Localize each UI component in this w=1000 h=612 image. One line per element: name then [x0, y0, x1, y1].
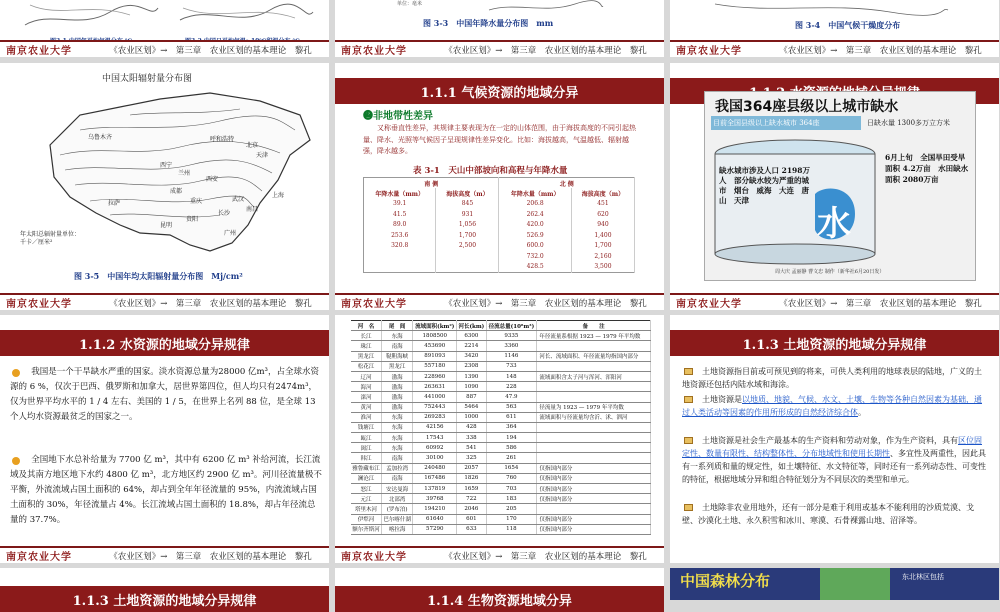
poster-sub2: 日缺水量 1300多万立方米 [867, 119, 951, 127]
caption-fig-3-3: 图 3-3 中国年降水量分布图 mm [423, 18, 554, 28]
col-header: 尾 闾 [382, 321, 413, 331]
university-logo: 南京农业大学 [676, 299, 742, 310]
cell: 韩江 [351, 453, 382, 463]
university-logo: 南京农业大学 [341, 46, 407, 57]
poster-credit: 周大庆 孟丽静 曹文忠 制作（新华社6月20日发） [775, 269, 885, 275]
city-wuhan: 武汉 [232, 196, 245, 203]
cell: 东海 [382, 443, 413, 453]
table-row [364, 220, 635, 231]
slide-biological-resources [335, 568, 664, 609]
map-precipitation-fragment [485, 0, 605, 16]
city-tianjin: 天津 [256, 152, 269, 159]
cell: 253.6 [364, 230, 436, 241]
paragraph-2: 全国地下水总补给量为 7700 亿 m³，其中有 6200 亿 m³ 补给河流，长江流域及其南方地区地下水约 4800 亿 m³，北方地区约 2900 亿 m³。河川径流量极不平衡，外流流域占国土面积的 64%，却占到全年年径流量的 95%，内流流域占国土面积的 30%，年径流量占 4%。长江流域占国土面积的 18.8%，却占年径流总量的 37.7%。 [10, 455, 322, 525]
cell: 428 [457, 422, 486, 432]
cell: 620 [571, 209, 634, 220]
cell: 孟加拉湾 [382, 463, 413, 473]
cell: 渤海 [382, 371, 413, 381]
cell [537, 361, 651, 371]
cell: 渤海 [382, 382, 413, 392]
cell: 黑龙江 [351, 351, 382, 361]
book-icon [684, 396, 693, 403]
cell [364, 262, 436, 273]
cell: 流域面积与径流量均含沂、沭、泗河 [537, 412, 651, 422]
slide-river-table [335, 315, 664, 563]
slide-precipitation-map [335, 0, 664, 57]
cell: 228960 [413, 371, 457, 381]
cell: 1654 [486, 463, 537, 473]
slide-title: 1.1.2 水资源的地域分异规律 [0, 330, 329, 356]
slide-climate-vertical [335, 63, 664, 310]
cell: 6300 [457, 331, 486, 341]
table-row [351, 341, 651, 351]
poster-sub1: 目前全国县级以上缺水城市 364座 [711, 116, 861, 130]
highlight-properties: 区位固定性、数量有限性、结构整体性、分布地域性和使用长期性 [682, 436, 982, 458]
cell: 263631 [413, 382, 457, 392]
cell: 1826 [457, 473, 486, 483]
city-lanzhou: 兰州 [178, 170, 191, 177]
land-paragraph-2 [682, 393, 988, 419]
cell: 61640 [413, 514, 457, 524]
cell: 1808500 [413, 331, 457, 341]
table-row [351, 412, 651, 422]
poster-left-text: 缺水城市涉及人口 2198万人 部分缺水较为严重的城市 烟台 威海 大连 唐山 天津 [719, 166, 810, 205]
slide-land-resources-text [670, 315, 999, 563]
slide-footer [335, 293, 664, 310]
cell: 瓯江 [351, 433, 382, 443]
cell: 南海 [382, 341, 413, 351]
city-urumqi: 乌鲁木齐 [88, 134, 113, 141]
slide-solar-radiation-map [0, 63, 329, 310]
cell: 891093 [413, 351, 457, 361]
cell: 261 [486, 453, 537, 463]
table-row [364, 241, 635, 252]
cell [537, 443, 651, 453]
cell [537, 392, 651, 402]
cell: 194210 [413, 504, 457, 514]
university-logo: 南京农业大学 [676, 46, 742, 57]
cell: 931 [436, 209, 499, 220]
cell: 2057 [457, 463, 486, 473]
footer-nav: 《农业区划》→ 第三章 农业区划的基本理论 黎孔 [109, 298, 312, 309]
cell: 3360 [486, 341, 537, 351]
table-row [351, 433, 651, 443]
cell: 47.9 [486, 392, 537, 402]
cell: 1390 [457, 371, 486, 381]
cell [537, 382, 651, 392]
cell [537, 433, 651, 443]
slide-footer [670, 293, 999, 310]
cell: 17543 [413, 433, 457, 443]
slide-title: 1.1.1 气候资源的地域分异 [335, 78, 664, 104]
col-header: 海拔高度（m） [571, 188, 634, 199]
slide-title: 1.1.4 生物资源地域分异 [335, 586, 664, 612]
cell: 420.0 [499, 220, 571, 231]
city-changsha: 长沙 [218, 210, 231, 217]
cell: 东海 [382, 422, 413, 432]
city-guiyang: 贵阳 [186, 216, 199, 223]
slide-forest-distribution [670, 568, 999, 600]
highlight-definition: 以地质、地貌、气候、水文、土壤、生物等各种自然因素为基础，通过人类活动等因素的作用所形成的自然经济综合体 [682, 395, 982, 417]
cell: 年径流量系根据 1923 — 1979 年平均数 [537, 331, 651, 341]
cell: 39.1 [364, 199, 436, 210]
cell: 海河 [351, 382, 382, 392]
map-temperature-fragment [20, 0, 160, 32]
cell: 206.8 [499, 199, 571, 210]
cell: 1659 [457, 484, 486, 494]
footer-nav: 《农业区划》→ 第三章 农业区划的基本理论 黎孔 [779, 45, 982, 56]
cell: 526.9 [499, 230, 571, 241]
cell: 东海 [382, 412, 413, 422]
forest-map-area [820, 568, 890, 600]
cell: 2046 [457, 504, 486, 514]
table-row [364, 209, 635, 220]
cell: 338 [457, 433, 486, 443]
slide-footer [335, 546, 664, 563]
cell: 453690 [413, 341, 457, 351]
cell: 39768 [413, 494, 457, 504]
cell [537, 453, 651, 463]
table-row [351, 504, 651, 514]
slide-aridity-map [670, 0, 999, 57]
table-row [351, 422, 651, 432]
table-title: 表 3-1 天山中部坡向和高程与年降水量 [413, 166, 568, 176]
cell: 320.8 [364, 241, 436, 252]
table-row [351, 514, 651, 524]
cell: 269283 [413, 412, 457, 422]
cell: 径流量为 1923 — 1979 年平均数 [537, 402, 651, 412]
cell: 57290 [413, 524, 457, 534]
cell: 塔里木河 [351, 504, 382, 514]
cell: 渤海 [382, 392, 413, 402]
table-row [351, 361, 651, 371]
cell: 伊犁河 [351, 514, 382, 524]
col-header: 年降水量（mm） [499, 188, 571, 199]
city-shanghai: 上海 [272, 192, 285, 199]
bullet-icon [12, 369, 20, 377]
cell: 760 [486, 473, 537, 483]
cell: 194 [486, 433, 537, 443]
university-logo: 南京农业大学 [6, 46, 72, 57]
col-header: 流域面积(km²) [413, 321, 457, 331]
slide-footer [335, 40, 664, 57]
cell: 325 [457, 453, 486, 463]
text-run: 土地资源是社会生产最基本的生产资料和劳动对象，作为生产资料，具有 [702, 436, 958, 445]
cell: 940 [571, 220, 634, 231]
cell: 733 [486, 361, 537, 371]
cell: 611 [486, 412, 537, 422]
city-kunming: 昆明 [160, 222, 173, 229]
col-header: 河 名 [351, 321, 382, 331]
table-row [351, 484, 651, 494]
col-header: 备 注 [537, 321, 651, 331]
cell: 雅鲁藏布江 [351, 463, 382, 473]
cell: 170 [486, 514, 537, 524]
slide-title: 1.1.3 土地资源的地域分异规律 [670, 330, 999, 356]
table-major-rivers [351, 320, 651, 535]
cell [364, 251, 436, 262]
cell: 118 [486, 524, 537, 534]
table-row [351, 402, 651, 412]
cell: 451 [571, 199, 634, 210]
table-row [351, 382, 651, 392]
cell: 3420 [457, 351, 486, 361]
cell: 喀拉海 [382, 524, 413, 534]
text-run: 。 [858, 408, 866, 417]
slide-land-resources-next [0, 568, 329, 609]
unit-label: 单位：毫米 [397, 1, 423, 7]
water-shortage-poster [704, 91, 976, 281]
forest-note: 东北林区包括 [902, 573, 944, 581]
land-paragraph-3 [682, 434, 988, 486]
slide-footer [0, 293, 329, 310]
cell: 1,700 [571, 241, 634, 252]
cell: 流域面积含太子河与浑河、浑阳河 [537, 371, 651, 381]
cell: 1,056 [436, 220, 499, 231]
footer-nav: 《农业区划》→ 第三章 农业区划的基本理论 黎孔 [444, 551, 647, 562]
land-paragraph-4: 土地除非农业用地外，还有一部分是难于利用或基本不能利用的沙质荒漠、戈壁、沙漠化土地、永久积雪和冰川、寒漠、石骨裸露山地、沼泽等。 [682, 503, 974, 525]
cell: 1090 [457, 382, 486, 392]
cell: 黄河 [351, 402, 382, 412]
cell: 262.4 [499, 209, 571, 220]
cell: 北部湾 [382, 494, 413, 504]
cell: 怒江 [351, 484, 382, 494]
cell [436, 262, 499, 273]
cell: 河长、流域面积、年径流量均指国内部分 [537, 351, 651, 361]
university-logo: 南京农业大学 [341, 299, 407, 310]
cell: 澜沧江 [351, 473, 382, 483]
cell: 仅指国内部分 [537, 524, 651, 534]
cell: 732.0 [499, 251, 571, 262]
cell: 167486 [413, 473, 457, 483]
cell: 长江 [351, 331, 382, 341]
col-header: 年降水量（mm） [364, 188, 436, 199]
cell: 41.5 [364, 209, 436, 220]
cell: 2,500 [436, 241, 499, 252]
cell [537, 422, 651, 432]
city-hohhot: 呼和浩特 [210, 136, 235, 143]
city-chongqing: 重庆 [190, 198, 203, 205]
cell [436, 251, 499, 262]
cell: 752443 [413, 402, 457, 412]
table-row [351, 524, 651, 534]
table-row [364, 251, 635, 262]
cell: 240480 [413, 463, 457, 473]
cell: 安达曼海 [382, 484, 413, 494]
poster-right-text: 6月上旬 全国旱田受旱面积 4.2万亩 水田缺水面积 2080万亩 [885, 153, 969, 184]
slide-water-resources-text [0, 315, 329, 563]
col-header: 河长(km) [457, 321, 486, 331]
cell: 60992 [413, 443, 457, 453]
cell: 42156 [413, 422, 457, 432]
cell: 仅指国内部分 [537, 473, 651, 483]
cell [537, 504, 651, 514]
map-legend: 年太阳总辐射量单位： 千卡／厘米² [20, 231, 81, 246]
cell: 722 [457, 494, 486, 504]
city-xian: 西安 [206, 176, 219, 183]
cell: 703 [486, 484, 537, 494]
city-chengdu: 成都 [170, 188, 183, 195]
bullet-icon [12, 457, 20, 465]
cell: 2214 [457, 341, 486, 351]
slide-temperature-maps [0, 0, 329, 57]
cell: 仅指国内部分 [537, 484, 651, 494]
cell: 600.0 [499, 241, 571, 252]
cell: 淮河 [351, 412, 382, 422]
city-beijing: 北京 [246, 142, 259, 149]
paragraph-1: 我国是一个干旱缺水严重的国家。淡水资源总量为28000 亿m³，占全球水资源的 6 %，仅次于巴西、俄罗斯和加拿大，居世界第四位，但人均只有2474m³，仅为世界平均水平的 1 / 4 左右、美国的 1 / 5，在世界上名列 88 位，是全球 13 个人均水资源最贫乏的国家之一。 [10, 367, 319, 422]
cell: 仅指国内部分 [537, 494, 651, 504]
section-text: 又称垂直性差异，其规律主要表现为在一定的山体范围，由于海拔高度的不同引起热量、降水、光照等气候因子呈现规律性差异变化。比如：海拔越高，气温越低、辐射越强，降水越多。 [363, 124, 636, 155]
cell: 松花江 [351, 361, 382, 371]
poster-headline: 我国364座县级以上城市缺水 [715, 99, 899, 115]
text-run: 、多宜性及两重性，因此具有一系列质和量的规定性，如土壤特征、水文特征等，同时还有一系列动态性、可变性的特征，根据地域分异和组合特征划分为不同层次的类型和单元。 [682, 449, 986, 484]
cell: 887 [457, 392, 486, 402]
cell: 2308 [457, 361, 486, 371]
university-logo: 南京农业大学 [6, 552, 72, 563]
cell: 633 [457, 524, 486, 534]
city-guangzhou: 广州 [224, 230, 237, 237]
cell: 2,160 [571, 251, 634, 262]
forest-title: 中国森林分布 [680, 572, 771, 590]
footer-nav: 《农业区划》→ 第三章 农业区划的基本理论 黎孔 [109, 45, 312, 56]
cell: 元江 [351, 494, 382, 504]
cell: 9335 [486, 331, 537, 341]
slide-footer [0, 40, 329, 57]
cell: 闽江 [351, 443, 382, 453]
cell: 珠江 [351, 341, 382, 351]
caption-fig-3-5: 图 3-5 中国年均太阳辐射量分布图 Mj/cm² [74, 271, 243, 281]
footer-nav: 《农业区划》→ 第三章 农业区划的基本理论 黎孔 [109, 551, 312, 562]
city-lhasa: 拉萨 [108, 200, 121, 207]
table-row [351, 331, 651, 341]
university-logo: 南京农业大学 [341, 552, 407, 563]
south-side-header: 南 侧 [364, 178, 499, 189]
cell: 1,400 [571, 230, 634, 241]
cell: 东海 [382, 331, 413, 341]
map-accumulated-temp-fragment [175, 0, 315, 32]
table-row [351, 392, 651, 402]
cell: 89.0 [364, 220, 436, 231]
cell: 仅指国内部分 [537, 514, 651, 524]
cell: 845 [436, 199, 499, 210]
footer-nav: 《农业区划》→ 第三章 农业区划的基本理论 黎孔 [444, 298, 647, 309]
cell: 5464 [457, 402, 486, 412]
cell: 205 [486, 504, 537, 514]
cell: 黑龙江 [382, 361, 413, 371]
cell: 滦河 [351, 392, 382, 402]
cell: 仅指国内部分 [537, 463, 651, 473]
footer-nav: 《农业区划》→ 第三章 农业区划的基本理论 黎孔 [444, 45, 647, 56]
map-aridity-fragment [710, 0, 950, 16]
cell: 557180 [413, 361, 457, 371]
cell: 441000 [413, 392, 457, 402]
cell: 541 [457, 443, 486, 453]
cell: 364 [486, 422, 537, 432]
cell: 东海 [382, 433, 413, 443]
cell: 鞑靼海峡 [382, 351, 413, 361]
cell: (罗布泊) [382, 504, 413, 514]
cell: 南海 [382, 453, 413, 463]
poster-big-char: 水 [817, 204, 851, 244]
cell: 南海 [382, 473, 413, 483]
university-logo: 南京农业大学 [6, 299, 72, 310]
book-icon [684, 437, 693, 444]
cell: 30100 [413, 453, 457, 463]
city-nanchang: 南昌 [246, 206, 259, 213]
table-row [351, 494, 651, 504]
cell: 563 [486, 402, 537, 412]
city-xining: 西宁 [160, 162, 173, 169]
col-header: 径流总量(10⁸m³) [486, 321, 537, 331]
table-row [351, 453, 651, 463]
slide-footer [670, 40, 999, 57]
north-side-header: 北 侧 [499, 178, 635, 189]
text-run: 土地资源是 [702, 395, 742, 404]
caption-fig-3-4: 图 3-4 中国气候干燥度分布 [795, 20, 901, 30]
cell: 1146 [486, 351, 537, 361]
cell: 巴尔喀什湖 [382, 514, 413, 524]
table-row [364, 262, 635, 273]
cell: 228 [486, 382, 537, 392]
book-icon [684, 504, 693, 511]
cell: 1000 [457, 412, 486, 422]
table-row [351, 463, 651, 473]
land-paragraph-1: 土地资源指目前或可预见到的将来，可供人类利用的地球表层的陆地，广义的土地资源还包括内陆水域和海涂。 [682, 367, 982, 389]
table-row [351, 371, 651, 381]
cell [537, 341, 651, 351]
table-row [364, 199, 635, 210]
table-tianshan-precip [363, 177, 635, 273]
map-title: 中国太阳辐射量分布图 [102, 74, 193, 84]
section-subtitle: ❷非地带性差异 [363, 111, 433, 122]
slide-footer [0, 546, 329, 563]
cell: 辽河 [351, 371, 382, 381]
cell: 428.5 [499, 262, 571, 273]
cell: 148 [486, 371, 537, 381]
cell: 586 [486, 443, 537, 453]
cell: 137819 [413, 484, 457, 494]
cell: 1,700 [436, 230, 499, 241]
cell: 183 [486, 494, 537, 504]
cell: 3,500 [571, 262, 634, 273]
cell: 渤海 [382, 402, 413, 412]
slide-title: 1.1.3 土地资源的地域分异规律 [0, 586, 329, 612]
footer-nav: 《农业区划》→ 第三章 农业区划的基本理论 黎孔 [779, 298, 982, 309]
cell: 额尔齐斯河 [351, 524, 382, 534]
cell: 601 [457, 514, 486, 524]
cell: 钱塘江 [351, 422, 382, 432]
table-row [364, 230, 635, 241]
col-header: 海拔高度（m） [436, 188, 499, 199]
table-row [351, 443, 651, 453]
table-row [351, 473, 651, 483]
table-row [351, 351, 651, 361]
slide-water-shortage-poster [670, 63, 999, 310]
book-icon [684, 368, 693, 375]
